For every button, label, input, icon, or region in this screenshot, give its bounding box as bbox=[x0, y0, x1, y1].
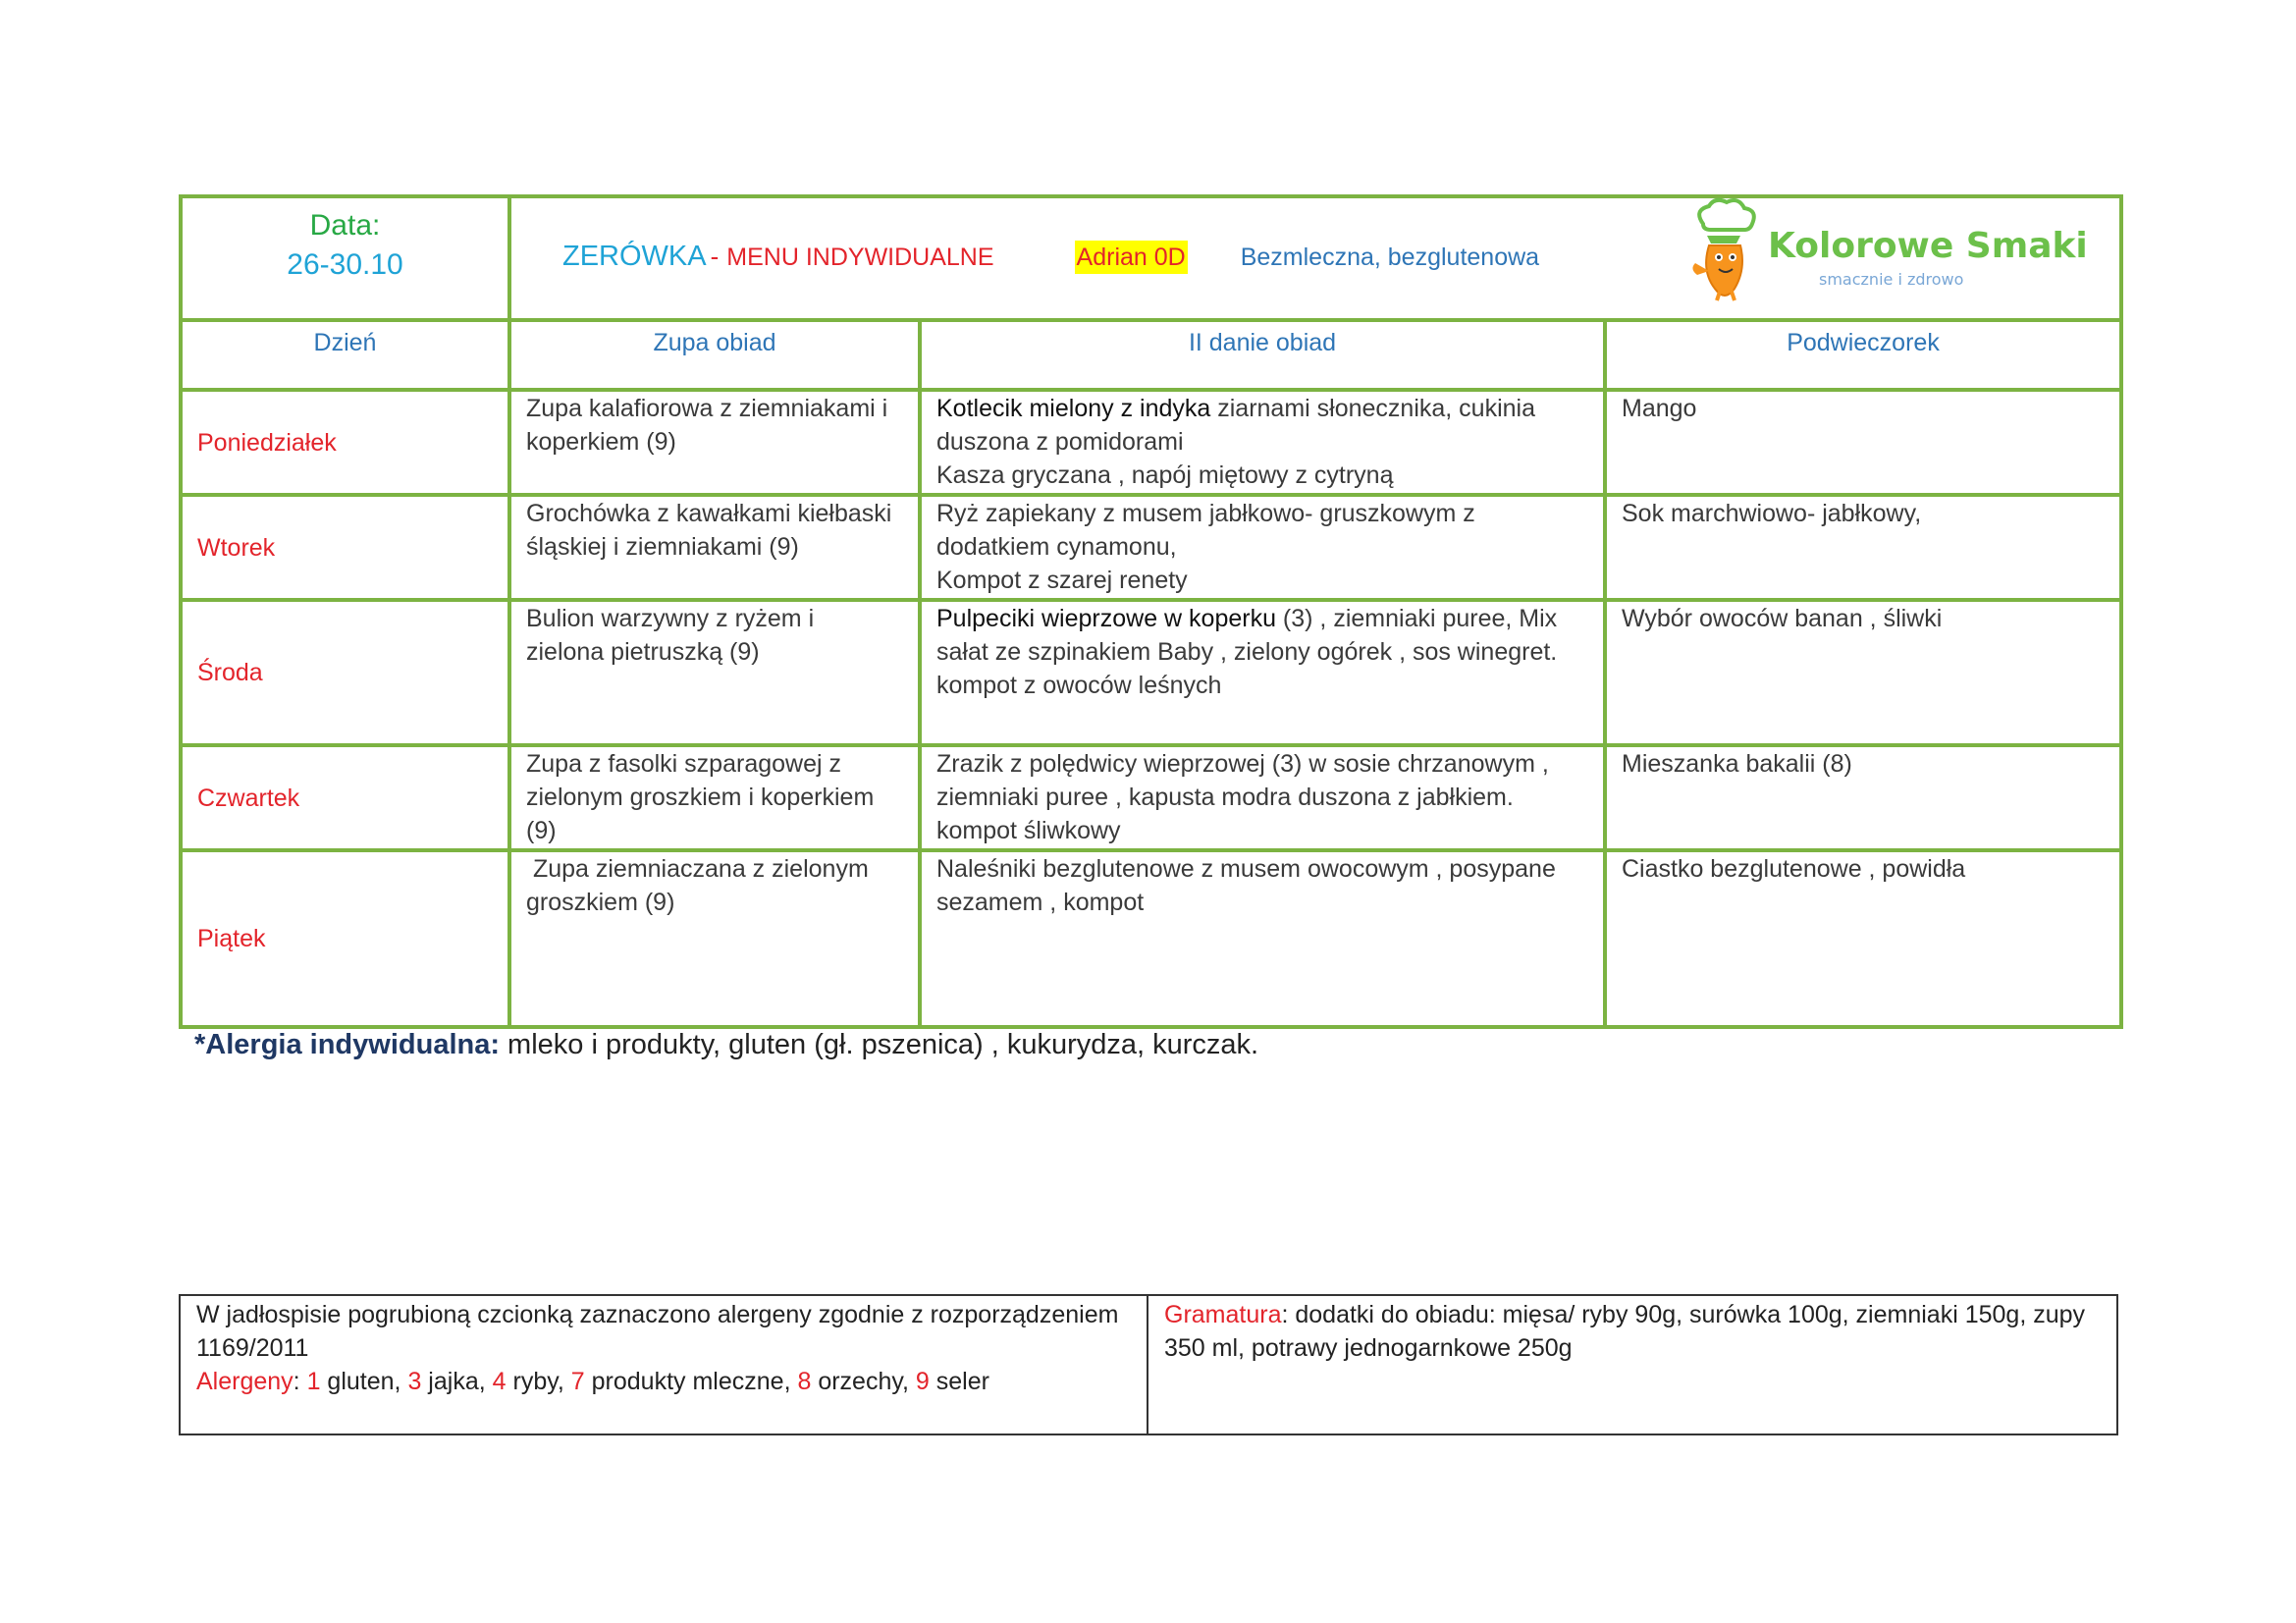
allergen-name: gluten bbox=[320, 1368, 395, 1395]
column-header-day: Dzień bbox=[181, 320, 509, 390]
table-row bbox=[181, 495, 2121, 600]
allergy-note bbox=[194, 1029, 1258, 1061]
title-cell bbox=[509, 196, 2121, 320]
main-line: Zrazik z polędwicy wieprzowej (3) w sosie chrzanowym , bbox=[936, 750, 1549, 778]
title-dash: - bbox=[710, 242, 720, 271]
logo-tagline: smacznie i zdrowo bbox=[1819, 270, 1964, 289]
allergen-number: 1 bbox=[306, 1368, 321, 1395]
main-line: ziemniaki puree , kapusta modra duszona z jabłkiem. bbox=[936, 784, 1514, 811]
table-row bbox=[181, 850, 2121, 1027]
date-label: Data: bbox=[309, 209, 381, 242]
main-line: Ryż zapiekany z musem jabłkowo- gruszkowym z bbox=[936, 500, 1475, 527]
snack-cell: Ciastko bezglutenowe , powidła bbox=[1605, 850, 2121, 1027]
table-row bbox=[181, 600, 2121, 745]
main-line: kompot śliwkowy bbox=[936, 817, 1121, 844]
snack-cell: Mieszanka bakalii (8) bbox=[1605, 745, 2121, 850]
snack-cell: Wybór owoców banan , śliwki bbox=[1605, 600, 2121, 745]
soup-cell bbox=[509, 390, 920, 495]
soup-line: groszkiem (9) bbox=[526, 889, 675, 916]
group-name: ZERÓWKA bbox=[562, 241, 707, 272]
main-line: ziarnami słonecznika, cukinia bbox=[1210, 395, 1535, 422]
allergen-number: 8 bbox=[797, 1368, 812, 1395]
logo-brand: Kolorowe Smaki bbox=[1768, 226, 2088, 266]
main-line: sezamem , kompot bbox=[936, 889, 1145, 916]
allergen-number: 4 bbox=[492, 1368, 507, 1395]
menu-title bbox=[562, 240, 1539, 274]
soup-cell bbox=[509, 745, 920, 850]
allergen-number: 7 bbox=[570, 1368, 585, 1395]
main-line: sałat ze szpinakiem Baby , zielony ogórek , sos winegret. bbox=[936, 638, 1558, 666]
column-header-snack: Podwieczorek bbox=[1605, 320, 2121, 390]
soup-cell bbox=[509, 600, 920, 745]
soup-line: (9) bbox=[526, 817, 557, 844]
main-line: (3) , ziemniaki puree, Mix bbox=[1275, 605, 1558, 632]
legend-line: 1169/2011 bbox=[196, 1334, 309, 1362]
allergy-label: *Alergia indywidualna: bbox=[194, 1029, 500, 1060]
column-header-row bbox=[181, 320, 2121, 390]
main-cell bbox=[920, 600, 1605, 745]
day-cell: Czwartek bbox=[181, 745, 509, 850]
soup-line: Zupa z fasolki szparagowej z bbox=[526, 750, 841, 778]
main-cell bbox=[920, 850, 1605, 1027]
allergen-name: produkty mleczne bbox=[584, 1368, 784, 1395]
soup-line: zielona pietruszką (9) bbox=[526, 638, 760, 666]
allergy-text: mleko i produkty, gluten (gł. pszenica) , kukurydza, kurczak. bbox=[500, 1029, 1259, 1060]
snack-cell: Mango bbox=[1605, 390, 2121, 495]
gramatura-line: : dodatki do obiadu: mięsa/ ryby 90g, surówka 100g, ziemniaki 150g, zupy bbox=[1281, 1301, 2086, 1328]
date-range: 26-30.10 bbox=[287, 248, 403, 281]
column-header-soup: Zupa obiad bbox=[509, 320, 920, 390]
legend-row bbox=[180, 1295, 2117, 1434]
day-cell: Wtorek bbox=[181, 495, 509, 600]
allergen-name: seler bbox=[929, 1368, 989, 1395]
menu-type: MENU INDYWIDUALNE bbox=[726, 243, 994, 271]
table-row bbox=[181, 390, 2121, 495]
date-cell bbox=[181, 196, 509, 320]
menu-table bbox=[179, 194, 2123, 1029]
main-cell bbox=[920, 390, 1605, 495]
chef-mascot-icon bbox=[1692, 200, 1753, 300]
main-line: Kompot z szarej renety bbox=[936, 567, 1188, 594]
table-row bbox=[181, 745, 2121, 850]
allergen-name: orzechy bbox=[811, 1368, 903, 1395]
gramatura-line: 350 ml, potrawy jednogarnkowe 250g bbox=[1164, 1334, 1573, 1362]
soup-line: Bulion warzywny z ryżem i bbox=[526, 605, 815, 632]
main-cell bbox=[920, 495, 1605, 600]
child-name: Adrian 0D bbox=[1075, 241, 1188, 274]
soup-line: zielonym groszkiem i koperkiem bbox=[526, 784, 875, 811]
soup-line: Grochówka z kawałkami kiełbaski bbox=[526, 500, 892, 527]
main-line: kompot z owoców leśnych bbox=[936, 672, 1222, 699]
diet-label: Bezmleczna, bezglutenowa bbox=[1240, 243, 1540, 271]
main-line: Kasza gryczana , napój miętowy z cytryną bbox=[936, 461, 1394, 489]
day-cell: Piątek bbox=[181, 850, 509, 1027]
allergen-number: 3 bbox=[407, 1368, 422, 1395]
allergen-dish: Pulpeciki wieprzowe w koperku bbox=[936, 605, 1276, 632]
day-cell: Poniedziałek bbox=[181, 390, 509, 495]
gramatura-legend bbox=[1148, 1295, 2117, 1434]
soup-line: koperkiem (9) bbox=[526, 428, 676, 456]
main-line: Naleśniki bezglutenowe z musem owocowym , posypane bbox=[936, 855, 1556, 883]
allergen-legend bbox=[180, 1295, 1148, 1434]
main-cell bbox=[920, 745, 1605, 850]
soup-cell bbox=[509, 495, 920, 600]
allergen-number: 9 bbox=[915, 1368, 930, 1395]
day-cell: Środa bbox=[181, 600, 509, 745]
allergen-name: ryby bbox=[506, 1368, 558, 1395]
header-row bbox=[181, 196, 2121, 320]
gramatura-label: Gramatura bbox=[1164, 1301, 1282, 1328]
main-line: duszona z pomidorami bbox=[936, 428, 1184, 456]
soup-cell bbox=[509, 850, 920, 1027]
allergens-label: Alergeny bbox=[196, 1368, 294, 1395]
main-line: dodatkiem cynamonu, bbox=[936, 533, 1177, 561]
allergen-dish: Kotlecik mielony z indyka bbox=[936, 395, 1211, 422]
soup-line: śląskiej i ziemniakami (9) bbox=[526, 533, 799, 561]
soup-line: Zupa ziemniaczana z zielonym bbox=[526, 855, 869, 883]
legend-table bbox=[179, 1294, 2118, 1435]
allergen-name: jajka bbox=[421, 1368, 479, 1395]
legend-line: W jadłospisie pogrubioną czcionką zaznaczono alergeny zgodnie z rozporządzeniem bbox=[196, 1301, 1119, 1328]
kolorowe-smaki-logo bbox=[1682, 202, 2088, 306]
column-header-main: II danie obiad bbox=[920, 320, 1605, 390]
snack-cell: Sok marchwiowo- jabłkowy, bbox=[1605, 495, 2121, 600]
allergen-list: Alergeny: 1 gluten, 3 jajka, 4 ryby, 7 produkty mleczne, 8 orzechy, 9 seler bbox=[196, 1368, 989, 1395]
soup-line: Zupa kalafiorowa z ziemniakami i bbox=[526, 395, 888, 422]
